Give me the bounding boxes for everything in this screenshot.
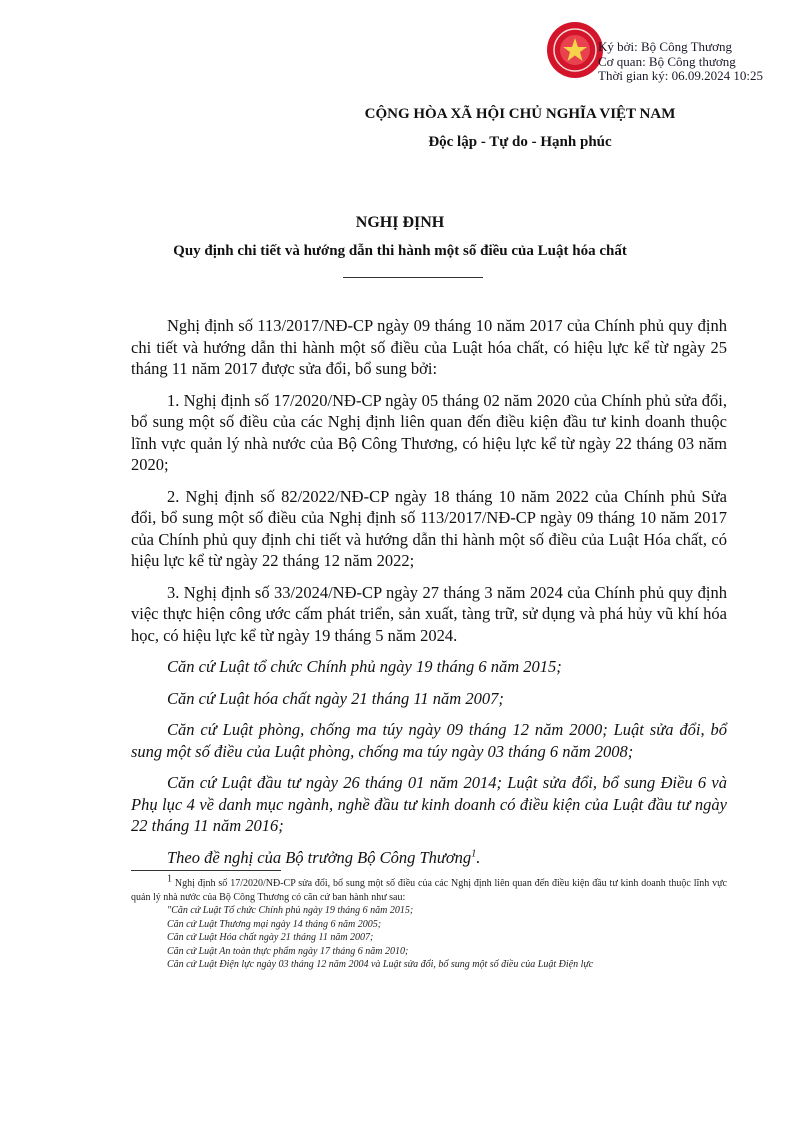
amendment-item-1: 1. Nghị định số 17/2020/NĐ-CP ngày 05 tháng 02 năm 2020 của Chính phủ sửa đổi, bổ sung một số điều của các Nghị định liên quan đến điều kiện đầu tư kinh doanh thuộc lĩnh vực quản lý nhà nước của Bộ Công Thương, có hiệu lực kể từ ngày 22 tháng 03 năm 2020; [131, 390, 727, 474]
footnote-ref[interactable]: 1 [471, 848, 477, 859]
signature-time: Thời gian ký: 06.09.2024 10:25 [598, 68, 764, 83]
signature-signed-by: Ký bởi: Bộ Công Thương [598, 40, 732, 54]
legal-basis-1: Căn cứ Luật tổ chức Chính phủ ngày 19 tháng 6 năm 2015; [167, 657, 562, 676]
national-title: CỘNG HÒA XÃ HỘI CHỦ NGHĨA VIỆT NAM [364, 106, 676, 122]
amendment-item-2: 2. Nghị định số 82/2022/NĐ-CP ngày 18 tháng 10 năm 2022 của Chính phủ Sửa đổi, bổ sung một số điều của Nghị định số 113/2017/NĐ-CP ngày 09 tháng 10 năm 2017 của Chính phủ quy định chi tiết và hướng dẫn thi hành một số điều của Luật Hóa chất, có hiệu lực kể từ ngày 22 tháng 12 năm 2022; [131, 486, 727, 570]
footnote [131, 873, 727, 972]
legal-basis-4: Căn cứ Luật đầu tư ngày 26 tháng 01 năm 2014; Luật sửa đổi, bổ sung Điều 6 và Phụ lục 4 về danh mục ngành, nghề đầu tư kinh doanh có điều kiện của Luật đầu tư ngày 22 tháng 11 năm 2016; [131, 773, 727, 835]
document-body [131, 315, 727, 878]
legal-basis-2: Căn cứ Luật hóa chất ngày 21 tháng 11 năm 2007; [167, 688, 504, 708]
footnote-main [131, 873, 727, 904]
intro-paragraph: Nghị định số 113/2017/NĐ-CP ngày 09 tháng 10 năm 2017 của Chính phủ quy định chi tiết và hướng dẫn thi hành một số điều của Luật hóa chất, có hiệu lực kể từ ngày 25 tháng 11 năm 2017 được sửa đổi, bổ sung bởi: [131, 316, 727, 378]
footnote-line-3: Căn cứ Luật Hóa chất ngày 21 tháng 11 năm 2007; [167, 932, 374, 943]
title-divider [343, 277, 483, 278]
footnote-line-1: "Căn cứ Luật Tổ chức Chính phủ ngày 19 tháng 6 năm 2015; [167, 905, 414, 916]
document-type: NGHỊ ĐỊNH [355, 214, 445, 231]
document-subtitle: Quy định chi tiết và hướng dẫn thi hành một số điều của Luật hóa chất [173, 243, 627, 259]
footnote-number: 1 [167, 873, 172, 885]
footnote-text: Nghị định số 17/2020/NĐ-CP sửa đổi, bổ sung một số điều của các Nghị định liên quan đến điều kiện đầu tư kinh doanh thuộc lĩnh vực quản lý nhà nước của Bộ Công Thương có căn cứ ban hành như sau: [131, 878, 727, 903]
amendment-item-3: 3. Nghị định số 33/2024/NĐ-CP ngày 27 tháng 3 năm 2024 của Chính phủ quy định việc thực hiện công ước cấm phát triển, sản xuất, tàng trữ, sử dụng và phá hủy vũ khí hóa học, có hiệu lực kể từ ngày 19 tháng 5 năm 2024. [131, 582, 727, 645]
footnote-line-2: Căn cứ Luật Thương mại ngày 14 tháng 6 năm 2005; [167, 918, 382, 930]
footnote-line-5: Căn cứ Luật Điện lực ngày 03 tháng 12 năm 2004 và Luật sửa đổi, bổ sung một số điều của Luật Điện lực [167, 959, 594, 970]
proposal-paragraph: Theo đề nghị của Bộ trưởng Bộ Công Thương$^1$. [167, 847, 481, 867]
signature-agency: Cơ quan: Bộ Công thương [598, 53, 736, 69]
national-motto: Độc lập - Tự do - Hạnh phúc [428, 134, 612, 150]
digital-signature-info [598, 40, 800, 84]
legal-basis-3: Căn cứ Luật phòng, chống ma túy ngày 09 tháng 12 năm 2000; Luật sửa đổi, bổ sung một số điều của Luật phòng, chống ma túy ngày 03 tháng 6 năm 2008; [131, 720, 727, 761]
footnote-divider [131, 870, 281, 871]
proposal-text: Theo đề nghị của Bộ trưởng Bộ Công Thương [167, 847, 472, 867]
footnote-line-4: Căn cứ Luật An toàn thực phẩm ngày 17 tháng 6 năm 2010; [167, 945, 409, 957]
digital-signature-stamp-icon [545, 20, 605, 80]
